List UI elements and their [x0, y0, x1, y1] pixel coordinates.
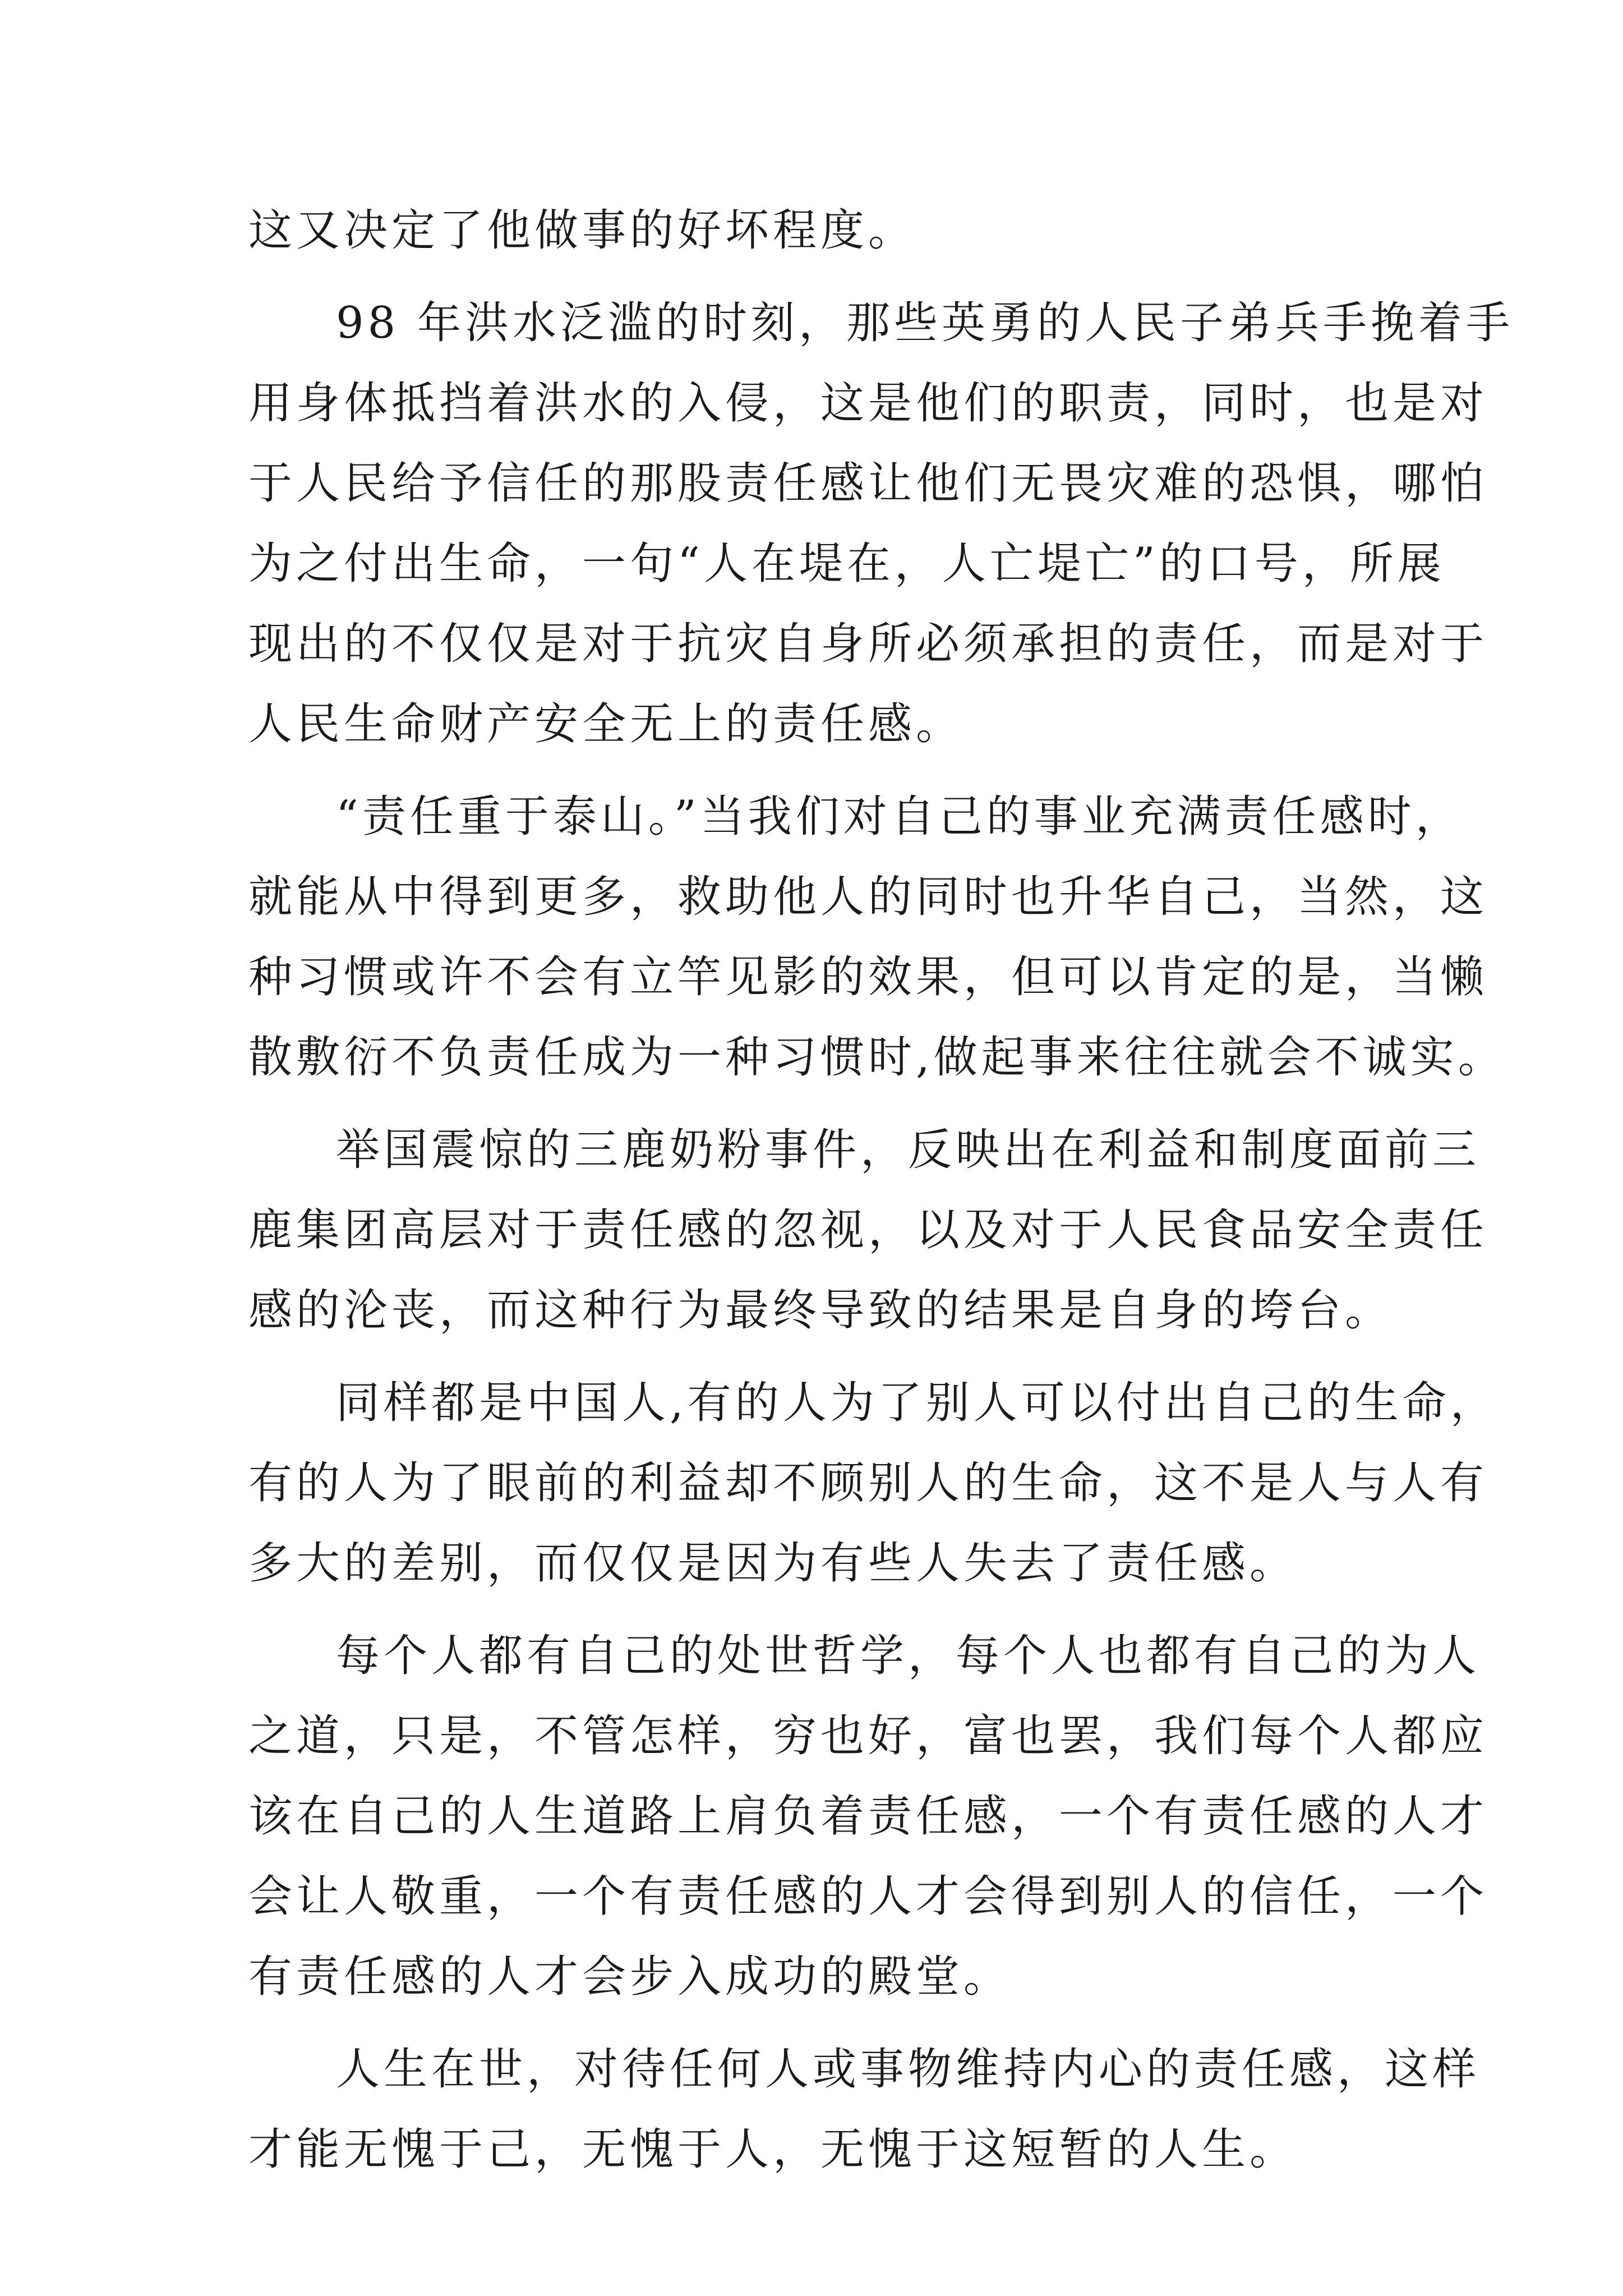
- paragraph-line: 每个人都有自己的处世哲学，每个人也都有自己的为人: [336, 1631, 1481, 1681]
- paragraph-line: 会让人敬重，一个有责任感的人才会得到别人的信任，一个: [248, 1871, 1488, 1922]
- paragraph-line: 散敷衍不负责任成为一种习惯时,做起事来往往就会不诚实。: [248, 1032, 1506, 1083]
- paragraph-5: [248, 1363, 1498, 1604]
- paragraph-line: 98 年洪水泛滥的时刻，那些英勇的人民子弟兵手挽着手: [336, 298, 1514, 348]
- paragraph-spacer: [248, 1604, 1387, 1616]
- paragraph-spacer: [248, 1351, 1387, 1363]
- paragraph-7: [248, 2030, 1481, 2190]
- paragraph-line: 这又决定了他做事的好坏程度。: [248, 205, 916, 256]
- paragraph-line: 之道，只是，不管怎样，穷也好，富也罢，我们每个人都应: [248, 1711, 1488, 1761]
- paragraph-line: 感的沦丧，而这种行为最终导致的结果是自身的垮台。: [248, 1285, 1393, 1336]
- paragraph-line: “责任重于泰山。”当我们对自己的事业充满责任感时，: [336, 792, 1463, 842]
- paragraph-line: 种习惯或许不会有立竿见影的效果，但可以肯定的是，当懒: [248, 952, 1488, 1002]
- paragraph-line: 人民生命财产安全无上的责任感。: [248, 699, 964, 749]
- paragraph-spacer: [248, 271, 1387, 283]
- paragraph-4: [248, 1110, 1488, 1351]
- paragraph-line: 有责任感的人才会步入成功的殿堂。: [248, 1952, 1012, 2002]
- paragraph-6: [248, 1616, 1488, 2017]
- document-body: [248, 191, 1514, 2190]
- paragraph-spacer: [248, 1098, 1387, 1110]
- paragraph-line: 人生在世，对待任何人或事物维持内心的责任感，这样: [336, 2044, 1481, 2095]
- paragraph-line: 举国震惊的三鹿奶粉事件，反映出在利益和制度面前三: [336, 1125, 1481, 1175]
- paragraph-line: 同样都是中国人,有的人为了别人可以付出自己的生命，: [336, 1378, 1498, 1428]
- paragraph-line: 于人民给予信任的那股责任感让他们无畏灾难的恐惧，哪怕: [248, 458, 1488, 509]
- paragraph-2: [248, 283, 1514, 765]
- paragraph-line: 多大的差别，而仅仅是因为有些人失去了责任感。: [248, 1538, 1298, 1589]
- paragraph-3: [248, 777, 1506, 1098]
- paragraph-1: [248, 191, 1387, 271]
- paragraph-line: 该在自己的人生道路上肩负着责任感，一个有责任感的人才: [248, 1791, 1488, 1842]
- paragraph-line: 现出的不仅仅是对于抗灾自身所必须承担的责任，而是对于: [248, 619, 1488, 669]
- paragraph-line: 用身体抵挡着洪水的入侵，这是他们的职责，同时，也是对: [248, 378, 1488, 429]
- paragraph-spacer: [248, 2017, 1387, 2030]
- paragraph-line: 有的人为了眼前的利益却不顾别人的生命，这不是人与人有: [248, 1458, 1488, 1508]
- paragraph-line: 为之付出生命，一句“人在堤在，人亡堤亡”的口号，所展: [248, 539, 1445, 589]
- paragraph-line: 就能从中得到更多，救助他人的同时也升华自己，当然，这: [248, 872, 1488, 922]
- paragraph-line: 才能无愧于己，无愧于人，无愧于这短暂的人生。: [248, 2124, 1298, 2175]
- paragraph-line: 鹿集团高层对于责任感的忽视，以及对于人民食品安全责任: [248, 1205, 1488, 1255]
- paragraph-spacer: [248, 765, 1387, 777]
